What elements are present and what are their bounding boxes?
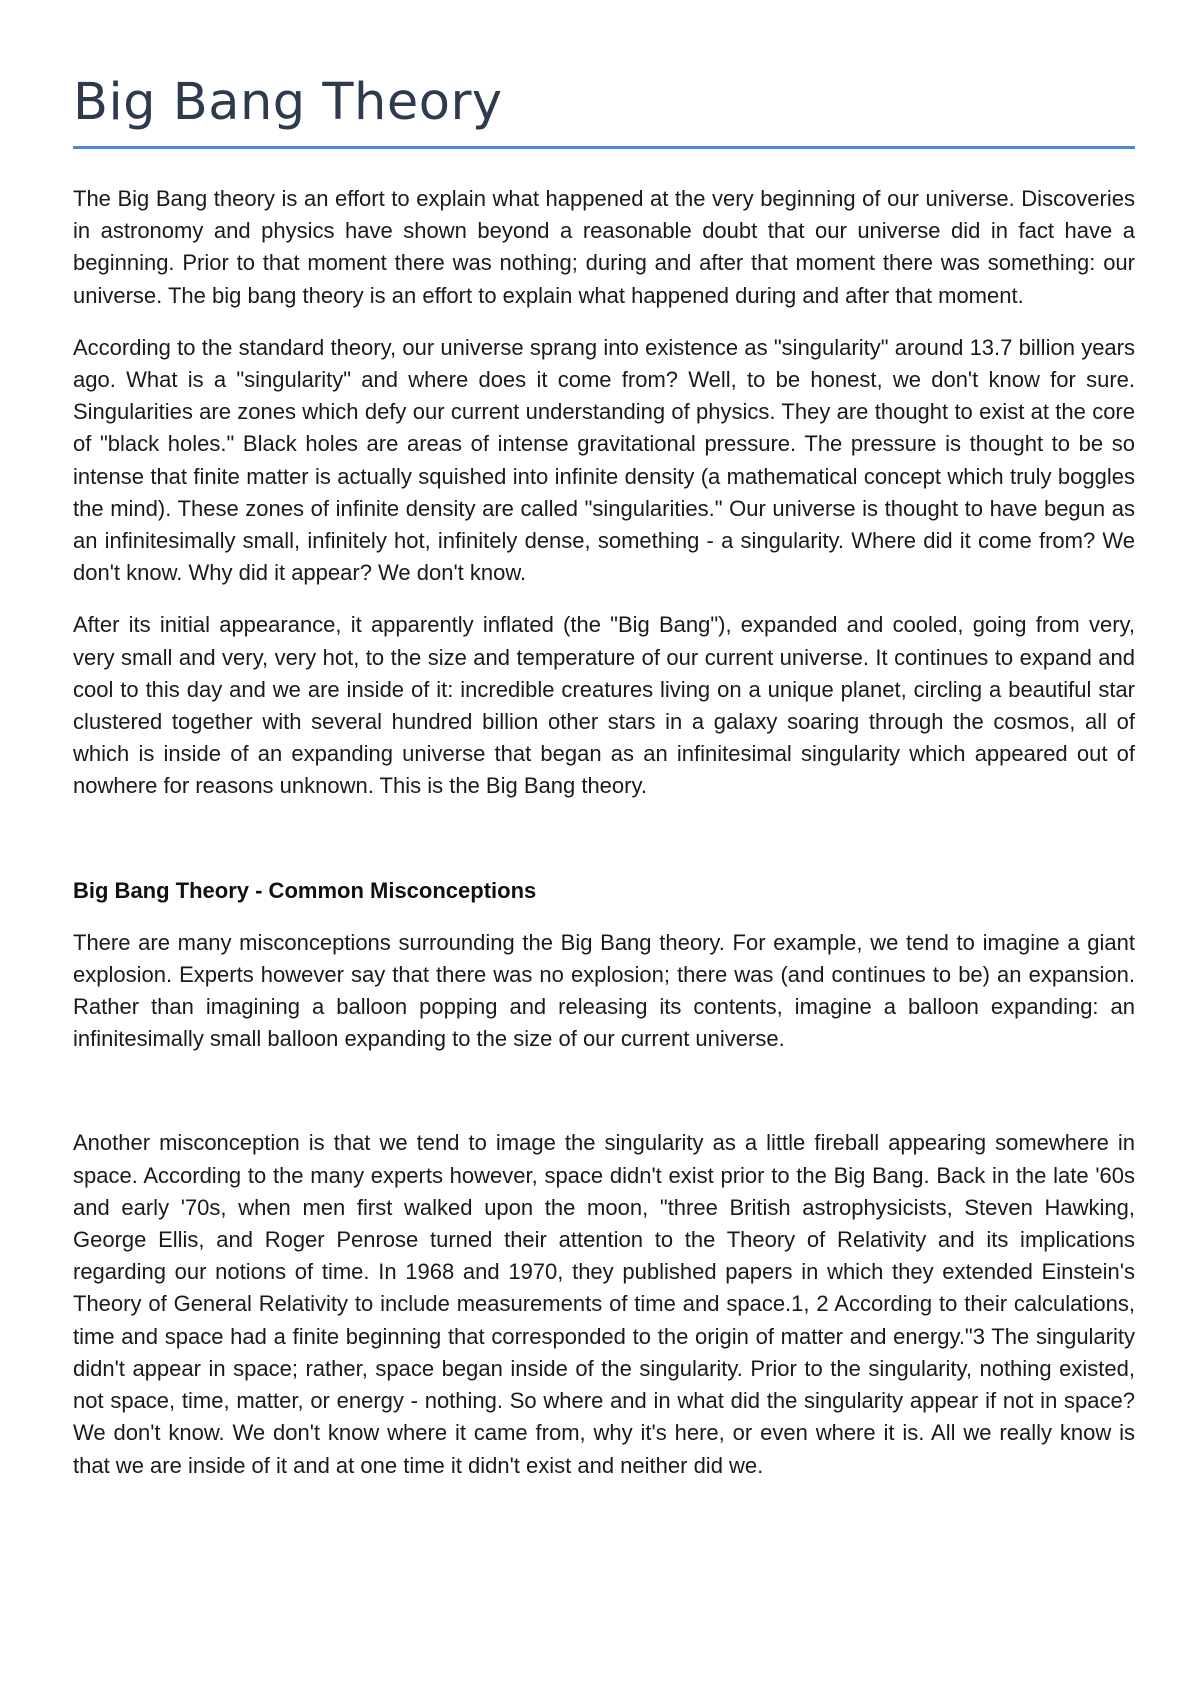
expansion-paragraph: After its initial appearance, it apparently inflated (the "Big Bang"), expanded and cooled, going from very, very small and very, very hot, to the size and temperature of our current universe. It continues to expand and cool to this day and we are inside of it: incredible creatures living on a unique planet, circling a beautiful star clustered together with several hundred billion other stars in a galaxy soaring through the cosmos, all of which is inside of an expanding universe that began as an infinitesimal singularity which appeared out of nowhere for reasons unknown. This is the Big Bang theory. [73,612,1135,799]
intro-paragraph: The Big Bang theory is an effort to explain what happened at the very beginning of our universe. Discoveries in astronomy and physics have shown beyond a reasonable doubt that our universe did in fact have a beginning. Prior to that moment there was nothing; during and after that moment there was something: our universe. The big bang theory is an effort to explain what happened during and after that moment. [73,186,1135,308]
document-title: Big Bang Theory [73,73,503,132]
title-underline [73,146,1135,149]
misconception-explosion-paragraph: There are many misconceptions surrounding the Big Bang theory. For example, we tend to imagine a giant explosion. Experts however say that there was no explosion; there was (and continues to be) an expansion. Rather than imagining a balloon popping and releasing its contents, imagine a balloon expanding: an infinitesimally small balloon expanding to the size of our current universe. [73,929,1135,1052]
misconception-fireball-paragraph: Another misconception is that we tend to image the singularity as a little fireball appearing somewhere in space. According to the many experts however, space didn't exist prior to the Big Bang. Back in the late '60s and early '70s, when men first walked upon the moon, "three British astrophysicists, Steven Hawking, George Ellis, and Roger Penrose turned their attention to the Theory of Relativity and its implications regarding our notions of time. In 1968 and 1970, they published papers in which they extended Einstein's Theory of General Relativity to include measurements of time and space.1, 2 According to their calculations, time and space had a finite beginning that corresponded to the origin of matter and energy."3 The singularity didn't appear in space; rather, space began inside of the singularity. Prior to the singularity, nothing existed, not space, time, matter, or energy - nothing. So where and in what did the singularity appear if not in space? We don't know. We don't know where it came from, why it's here, or even where it is. All we really know is that we are inside of it and at one time it didn't exist and neither did we. [73,1130,1135,1478]
misconceptions-heading: Big Bang Theory - Common Misconceptions [73,877,537,903]
singularity-paragraph: According to the standard theory, our universe sprang into existence as "singularity" around 13.7 billion years ago. What is a "singularity" and where does it come from? Well, to be honest, we don't know for sure. Singularities are zones which defy our current understanding of physics. They are thought to exist at the core of "black holes." Black holes are areas of intense gravitational pressure. The pressure is thought to be so intense that finite matter is actually squished into infinite density (a mathematical concept which truly boggles the mind). These zones of infinite density are called "singularities." Our universe is thought to have begun as an infinitesimally small, infinitely hot, infinitely dense, something - a singularity. Where did it come from? We don't know. Why did it appear? We don't know. [73,334,1135,586]
document-page [73,0,1135,1482]
